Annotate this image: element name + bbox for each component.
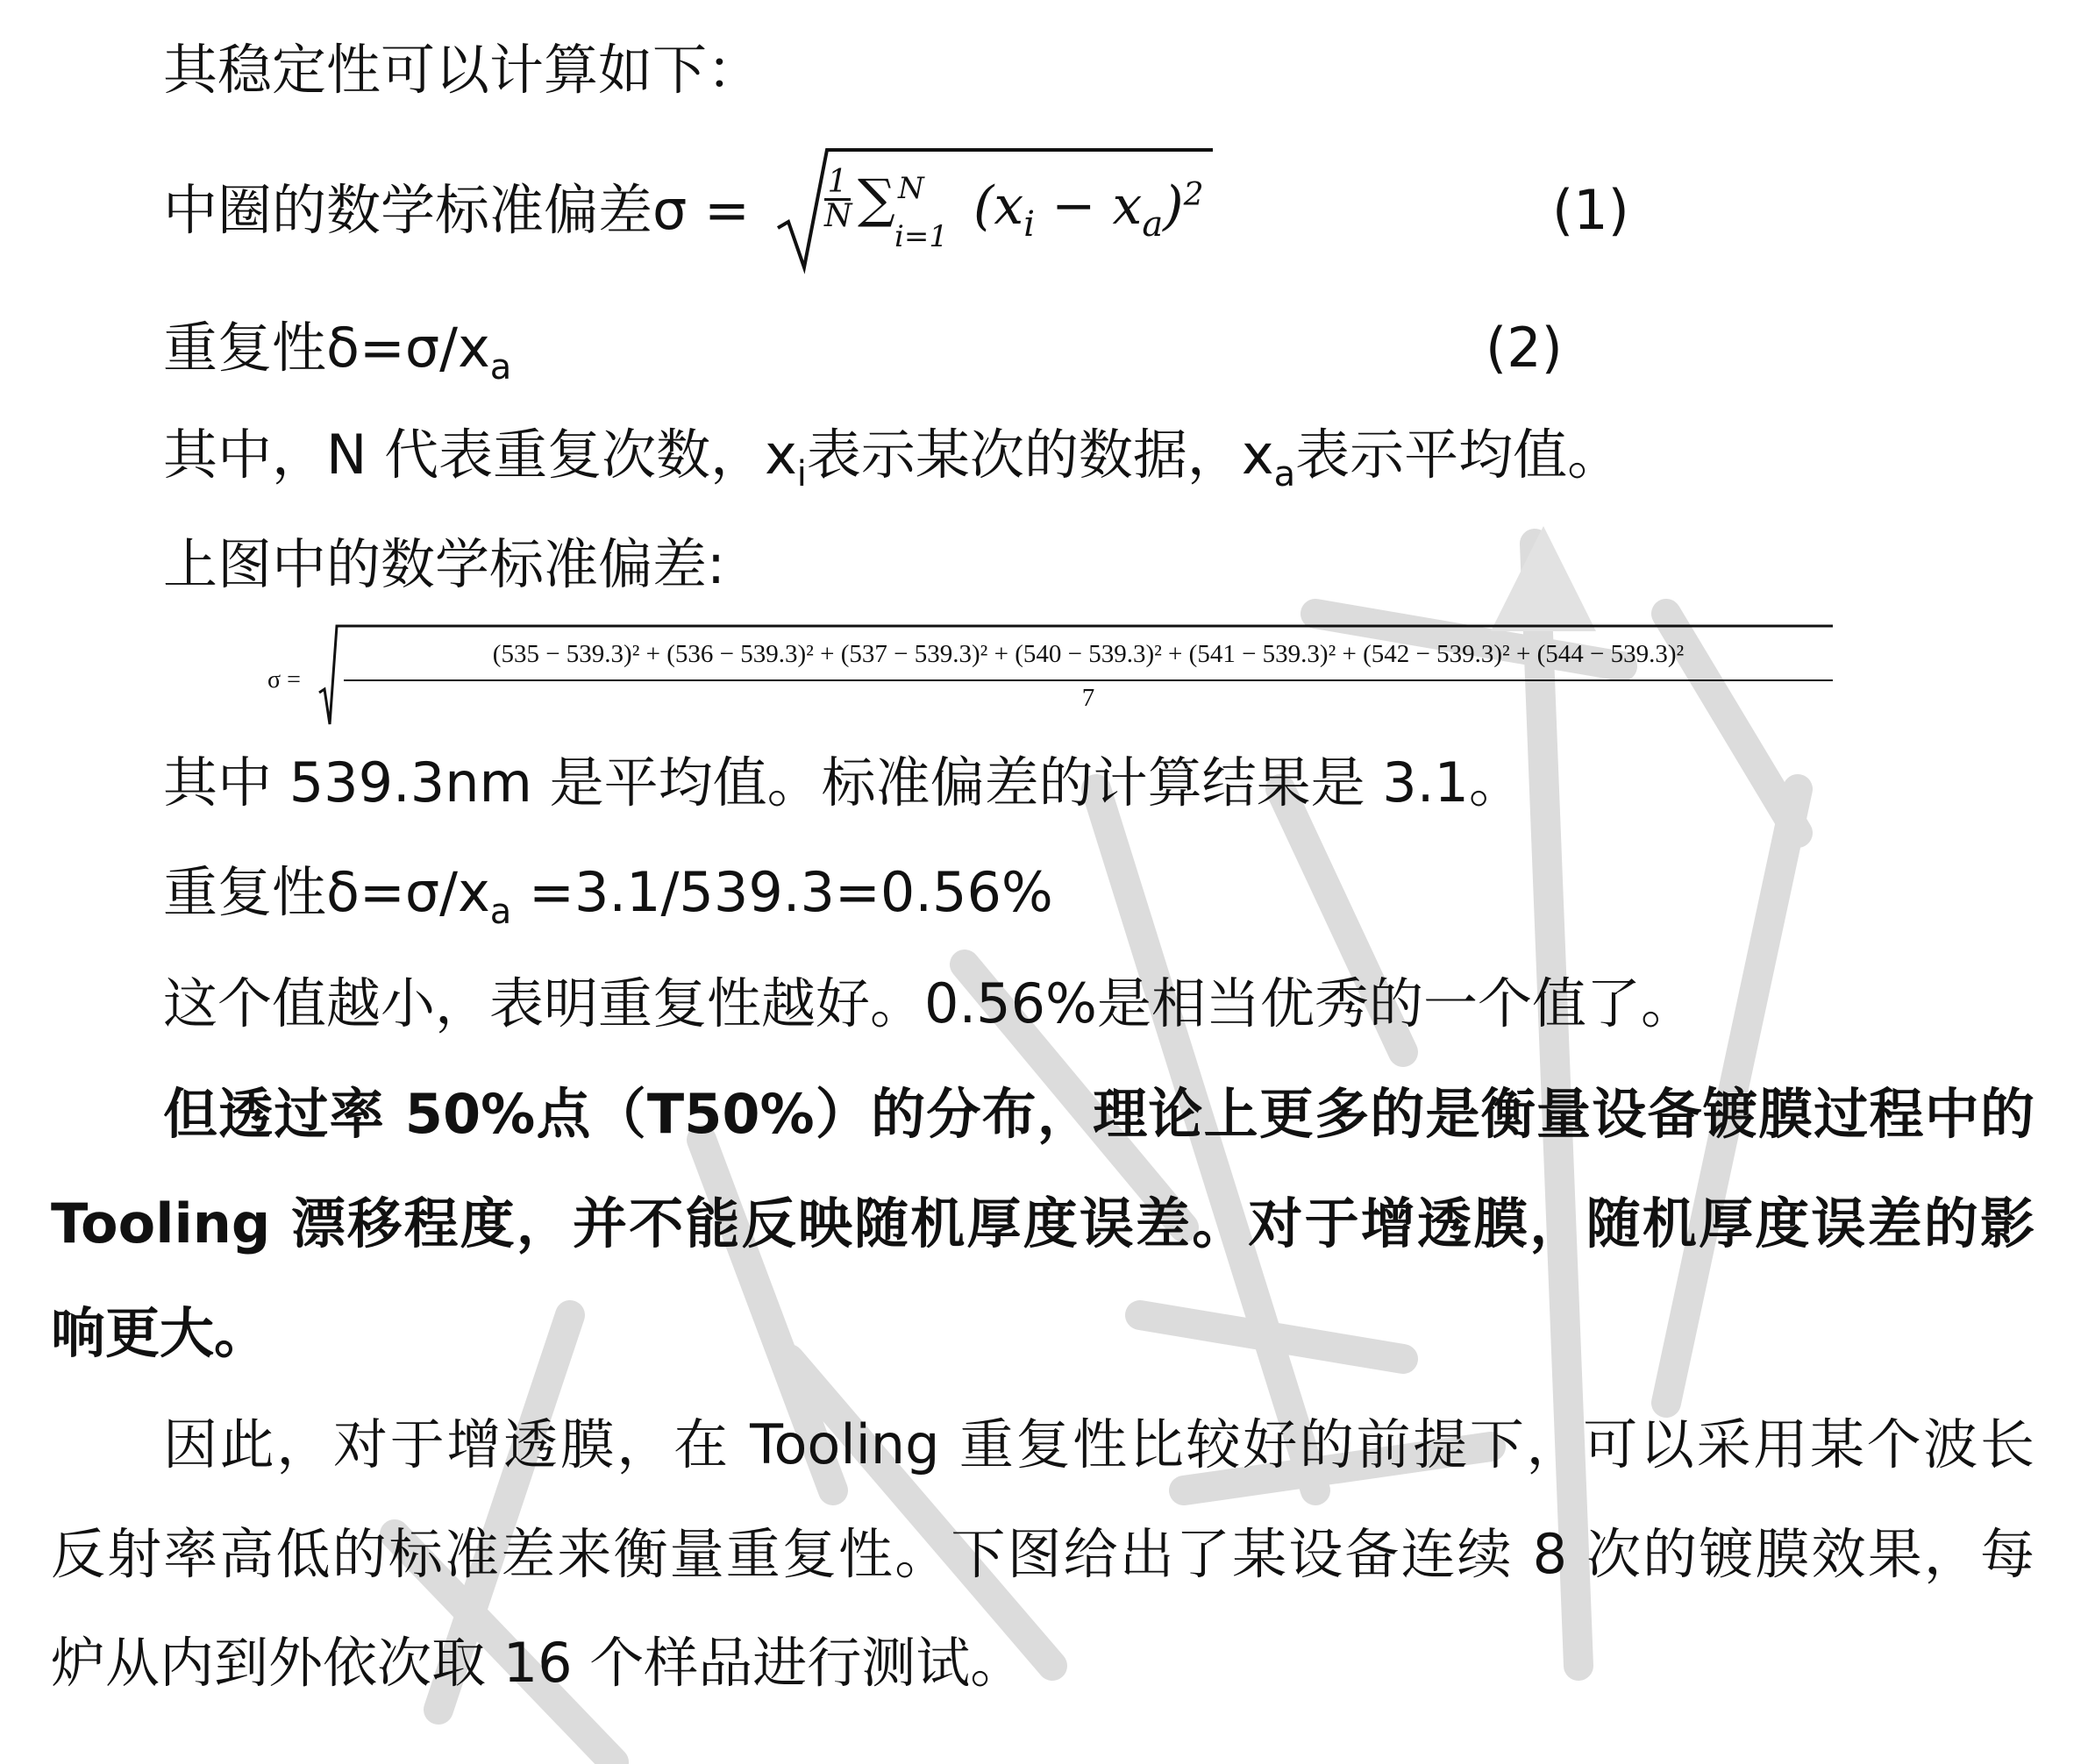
above-figure-text: 上图中的数学标准偏差: (163, 532, 725, 596)
sigma-numerator: (535 − 539.3)² + (536 − 539.3)² + (537 − 539.3)² + (540 − 539.3)² + (541 − 539.3)² + (542 − 539.3)² + (544 − 539.3)² (492, 640, 1685, 668)
eq1-square: 2 (1183, 177, 1204, 213)
paragraph-line-1: 因此，对于增透膜，在 Tooling 重复性比较好的前提下，可以采用某个波长 (163, 1412, 2035, 1476)
sum-upper: N (898, 171, 924, 206)
equation-1-label: 中圈的数学标准偏差σ = (163, 178, 750, 242)
sigma-denominator: 7 (1081, 684, 1095, 712)
eq1-minus: − x (1035, 175, 1143, 237)
mean-result-text: 其中 539.3nm 是平均值。标准偏差的计算结果是 3.1。 (163, 750, 1523, 814)
smaller-better-text: 这个值越小，表明重复性越好。0.56%是相当优秀的一个值了。 (163, 971, 1695, 1035)
intro-text: 其稳定性可以计算如下： (163, 38, 762, 102)
repeatability-a: 重复性δ=σ/x (163, 860, 490, 924)
equation-2-sub: a (489, 347, 512, 388)
eq1-denominator: N (824, 198, 852, 234)
eq1-sub-a: a (1142, 204, 1164, 245)
paragraph-line-3: 炉从内到外依次取 16 个样品进行测试。 (51, 1631, 1025, 1695)
equation-2: 重复性δ=σ/x (163, 316, 490, 380)
eq1-numerator: 1 (824, 167, 851, 201)
where-sub-i: i (796, 454, 807, 494)
where-text-a: 其中，N 代表重复次数，x (163, 423, 797, 487)
sigma-lhs: σ = (267, 666, 301, 694)
bold-paragraph-line-3: 响更大。 (51, 1301, 269, 1365)
where-sub-a: a (1273, 454, 1296, 494)
eq1-close: ) (1163, 175, 1184, 237)
repeatability-sub: a (489, 892, 512, 932)
where-text-c: 表示平均值。 (1295, 423, 1622, 487)
repeatability-b: =3.1/539.3=0.56% (511, 860, 1053, 924)
bold-paragraph-line-2: Tooling 漂移程度，并不能反映随机厚度误差。对于增透膜，随机厚度误差的影 (51, 1191, 2035, 1255)
eq1-open: (x (973, 175, 1024, 237)
paragraph-line-2: 反射率高低的标准差来衡量重复性。下图给出了某设备连续 8 次的镀膜效果，每 (51, 1522, 2035, 1586)
sum-lower: i=1 (894, 219, 948, 254)
bold-paragraph-line-1: 但透过率 50%点（T50%）的分布，理论上更多的是衡量设备镀膜过程中的 (163, 1082, 2035, 1146)
eq1-sub-i: i (1023, 204, 1036, 245)
equation-2-number: (2) (1486, 316, 1563, 380)
equation-1-number: (1) (1552, 178, 1629, 242)
sum-symbol: ∑ (858, 168, 895, 230)
where-text-b: 表示某次的数据，x (806, 423, 1274, 487)
